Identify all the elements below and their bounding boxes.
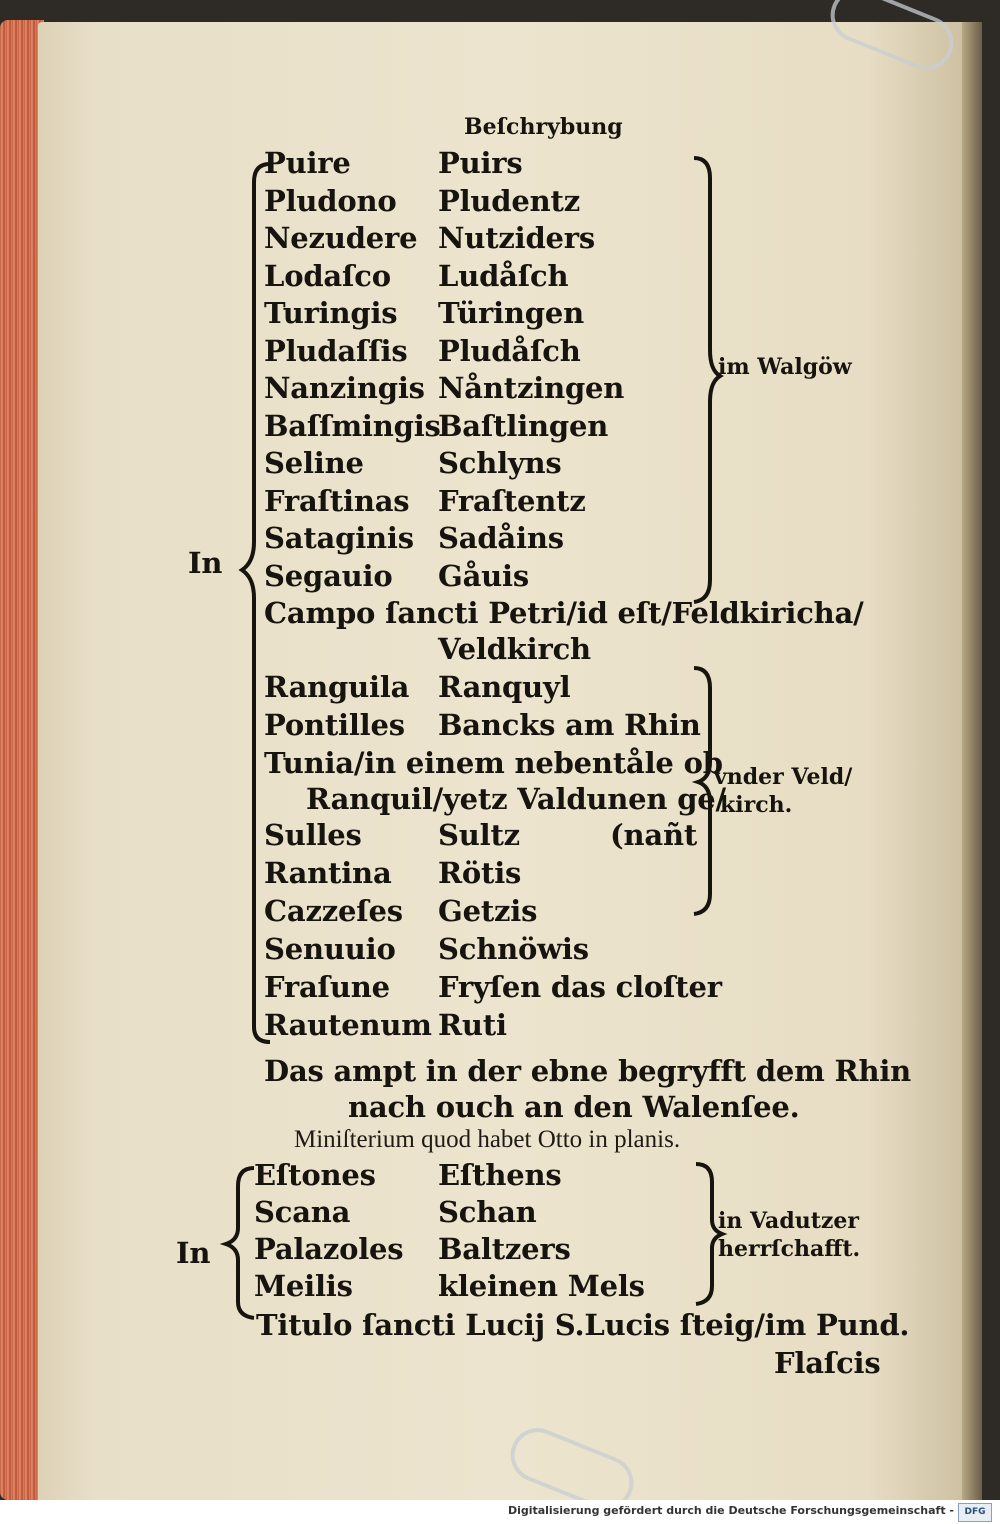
- annotation-walgow: im Walgöw: [718, 354, 852, 380]
- german-place-name: Sadåins: [438, 521, 564, 555]
- bracket-left-vadutz: [218, 1162, 258, 1322]
- annotation-vadutz-2: herrſchafft.: [718, 1236, 861, 1262]
- latin-place-name: Sataginis: [264, 521, 414, 555]
- german-place-name: Schlyns: [438, 446, 562, 480]
- german-place-name: Schan: [438, 1195, 537, 1229]
- latin-place-name: Ranguila: [264, 670, 410, 704]
- latin-place-name: Fraſtinas: [264, 483, 410, 518]
- latin-place-name: Cazzeſes: [264, 894, 403, 928]
- latin-place-name: Turingis: [264, 296, 398, 330]
- ministerium-heading: Miniſterium quod habet Otto in planis.: [294, 1126, 681, 1153]
- latin-place-name: Baſſmingis: [264, 408, 441, 443]
- ampt-heading-1: Das ampt in der ebne begryfft dem Rhin: [264, 1054, 912, 1088]
- latin-place-name: Pontilles: [264, 708, 405, 742]
- footer-credit: Digitalisierung gefördert durch die Deutsche Forschungsgemeinschaft -: [507, 1504, 954, 1517]
- annotation-vadutz-1: in Vadutzer: [718, 1208, 859, 1234]
- tunia-line-2: Ranquil/yetz Valdunen ge/: [306, 782, 726, 816]
- german-place-name: Schnöwis: [438, 932, 589, 966]
- german-place-name: Fraſtentz: [438, 483, 586, 518]
- latin-place-name: Scana: [254, 1195, 351, 1229]
- german-place-name: Getzis: [438, 894, 538, 928]
- page-content: [38, 22, 982, 1500]
- latin-place-name: Eſtones: [254, 1158, 376, 1192]
- campo-line-1: Campo ſancti Petri/id eſt/Feldkiricha/: [264, 596, 864, 630]
- latin-place-name: Puire: [264, 146, 351, 180]
- campo-line-2: Veldkirch: [438, 632, 591, 666]
- titulo-line: Titulo ſancti Lucij S.Lucis ſteig/im Pund.: [256, 1308, 910, 1342]
- german-place-name: Rötis: [438, 856, 522, 890]
- german-place-name: Fryſen das cloſter: [438, 970, 722, 1004]
- footer-bar: [0, 1500, 1000, 1524]
- in-label-main: In: [188, 546, 223, 580]
- genant-text: (nañt: [610, 818, 698, 852]
- german-place-name: Ruti: [438, 1008, 507, 1042]
- german-place-name: Puirs: [438, 146, 523, 180]
- latin-place-name: Seline: [264, 446, 364, 480]
- german-place-name: Nåntzingen: [438, 371, 625, 405]
- german-place-name: Ranquyl: [438, 670, 571, 704]
- latin-place-name: Rantina: [264, 856, 392, 890]
- german-place-name: Eſthens: [438, 1158, 562, 1192]
- latin-place-name: Nezudere: [264, 221, 418, 255]
- dfg-logo: DFG: [958, 1503, 992, 1522]
- annotation-veldkirch-2: kirch.: [720, 792, 793, 818]
- running-header: Beſchrybung: [464, 114, 623, 140]
- german-place-name: Bancks am Rhin: [438, 708, 701, 742]
- latin-place-name: Pludaſſis: [264, 333, 408, 368]
- latin-place-name: Palazoles: [254, 1232, 404, 1266]
- latin-place-name: Nanzingis: [264, 371, 425, 405]
- german-place-name: Sultz: [438, 818, 520, 852]
- latin-place-name: Fraſune: [264, 970, 390, 1004]
- latin-place-name: Sulles: [264, 818, 362, 852]
- ampt-heading-2: nach ouch an den Walenſee.: [348, 1090, 800, 1124]
- german-place-name: Pludentz: [438, 183, 580, 218]
- german-place-name: Türingen: [438, 296, 585, 330]
- german-place-name: Pludåſch: [438, 333, 581, 368]
- german-place-name: kleinen Mels: [438, 1269, 645, 1303]
- tunia-line-1: Tunia/in einem nebentåle ob: [264, 746, 723, 780]
- german-place-name: Gåuis: [438, 558, 529, 593]
- annotation-veldkirch-1: vnder Veld/: [714, 764, 853, 790]
- in-label-vadutz: In: [176, 1236, 211, 1270]
- latin-place-name: Lodaſco: [264, 258, 391, 293]
- bracket-walgow: [686, 150, 726, 610]
- page: [38, 22, 982, 1500]
- latin-place-name: Pludono: [264, 183, 397, 218]
- german-place-name: Baltzers: [438, 1232, 571, 1266]
- german-place-name: Ludåſch: [438, 258, 569, 293]
- german-place-name: Nutziders: [438, 221, 596, 255]
- latin-place-name: Segauio: [264, 558, 393, 593]
- german-place-name: Baſtlingen: [438, 408, 609, 443]
- catchword: Flaſcis: [774, 1346, 881, 1380]
- latin-place-name: Meilis: [254, 1269, 353, 1303]
- latin-place-name: Rautenum: [264, 1008, 432, 1042]
- latin-place-name: Senuuio: [264, 932, 396, 966]
